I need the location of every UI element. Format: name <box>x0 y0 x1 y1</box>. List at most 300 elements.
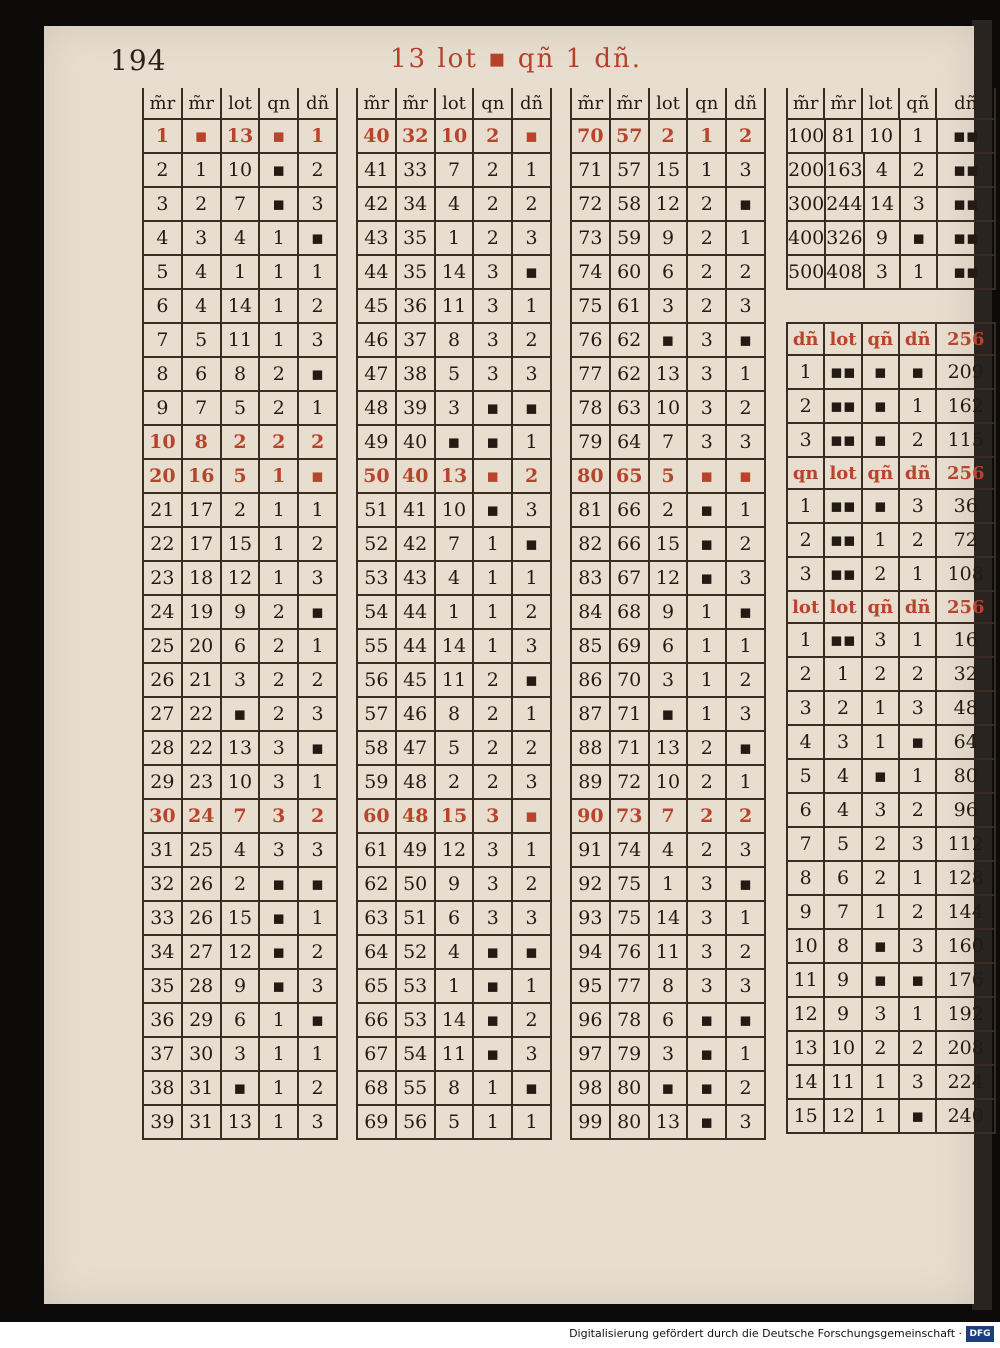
table-cell: 4 <box>222 222 261 254</box>
table-cell: dñ <box>788 324 825 354</box>
table-cell: 3 <box>900 1066 937 1098</box>
table-cell: 300 <box>788 188 826 220</box>
table-cell: 10 <box>436 494 475 526</box>
table-cell: 20 <box>144 460 183 492</box>
col4-row <box>786 760 996 794</box>
table-row <box>356 290 552 324</box>
table-cell: 44 <box>358 256 397 288</box>
table-cell: 2 <box>900 658 937 690</box>
footer-bar <box>0 1322 1000 1348</box>
table-cell: 49 <box>397 834 436 866</box>
table-cell: 5 <box>436 358 475 390</box>
table-cell: ▪ <box>863 964 900 996</box>
table-cell: 82 <box>572 528 611 560</box>
table-cell: 55 <box>397 1072 436 1104</box>
table-cell: 1 <box>727 222 766 254</box>
table-cell: 15 <box>650 528 689 560</box>
table-cell: 2 <box>863 558 900 590</box>
table-cell: 15 <box>222 528 261 560</box>
table-cell: 4 <box>144 222 183 254</box>
table-row <box>570 222 766 256</box>
table-cell: 1 <box>688 120 727 152</box>
table-cell: ▪▪ <box>825 356 862 388</box>
table-cell: 3 <box>727 426 766 458</box>
table-cell: 37 <box>397 324 436 356</box>
table-cell: 13 <box>650 732 689 764</box>
table-row <box>356 494 552 528</box>
footer-credit: Digitalisierung gefördert durch die Deutsche Forschungsgemeinschaft · <box>569 1327 962 1340</box>
table-row <box>142 392 338 426</box>
table-cell: 1 <box>727 630 766 662</box>
table-cell: lot <box>650 88 689 118</box>
table-row <box>570 732 766 766</box>
table-cell: 3 <box>513 494 552 526</box>
table-cell: ▪ <box>260 902 299 934</box>
table-cell: 163 <box>826 154 864 186</box>
table-row <box>356 256 552 290</box>
table-cell: 9 <box>436 868 475 900</box>
table-cell: ▪ <box>688 494 727 526</box>
table-cell: 30 <box>144 800 183 832</box>
table-cell: 7 <box>144 324 183 356</box>
table-cell: 35 <box>144 970 183 1002</box>
table-cell: 79 <box>611 1038 650 1070</box>
col4-row <box>786 1066 996 1100</box>
col4-section-header <box>786 592 996 624</box>
table-cell: 5 <box>825 828 862 860</box>
table-cell: 21 <box>144 494 183 526</box>
table-cell: 128 <box>937 862 996 894</box>
table-cell: 3 <box>436 392 475 424</box>
table-cell: 2 <box>688 222 727 254</box>
table-cell: 64 <box>611 426 650 458</box>
table-cell: 7 <box>222 188 261 220</box>
table-cell: 3 <box>513 1038 552 1070</box>
table-cell: ▪ <box>260 120 299 152</box>
table-cell: 2 <box>900 524 937 556</box>
table-cell: 2 <box>863 658 900 690</box>
table-cell: 53 <box>358 562 397 594</box>
table-row <box>142 732 338 766</box>
table-cell: 6 <box>650 630 689 662</box>
table-cell: 2 <box>513 1004 552 1036</box>
table-cell: 36 <box>937 490 996 522</box>
table-cell: ▪ <box>727 324 766 356</box>
table-row <box>570 460 766 494</box>
table-cell: 2 <box>513 324 552 356</box>
table-cell: 65 <box>358 970 397 1002</box>
table-cell: 3 <box>650 664 689 696</box>
table-cell: 3 <box>688 426 727 458</box>
col4-hundreds-row <box>786 256 996 290</box>
table-cell: ▪▪ <box>825 390 862 422</box>
table-cell: 200 <box>788 154 826 186</box>
table-cell: 70 <box>611 664 650 696</box>
table-cell: 51 <box>397 902 436 934</box>
table-row <box>142 120 338 154</box>
table-cell: 55 <box>358 630 397 662</box>
table-cell: 2 <box>474 222 513 254</box>
table-cell: 1 <box>825 658 862 690</box>
table-cell: 176 <box>937 964 996 996</box>
table-cell: 1 <box>299 766 338 798</box>
table-cell: 14 <box>436 1004 475 1036</box>
table-row <box>570 1072 766 1106</box>
table-cell: 4 <box>436 562 475 594</box>
table-cell: 3 <box>299 970 338 1002</box>
table-cell: dñ <box>900 592 937 622</box>
table-row <box>570 1004 766 1038</box>
table-row <box>142 562 338 596</box>
table-cell: 5 <box>436 732 475 764</box>
table-cell: 1 <box>299 256 338 288</box>
table-cell: 60 <box>611 256 650 288</box>
table-row <box>570 664 766 698</box>
table-cell: 244 <box>826 188 864 220</box>
table-cell: 408 <box>826 256 864 288</box>
table-row <box>356 596 552 630</box>
table-cell: 2 <box>727 936 766 968</box>
table-row <box>570 120 766 154</box>
table-cell: 2 <box>299 936 338 968</box>
table-cell: 66 <box>611 528 650 560</box>
table-cell: 1 <box>260 1038 299 1070</box>
table-cell: 36 <box>397 290 436 322</box>
table-cell: ▪ <box>436 426 475 458</box>
table-cell: 2 <box>474 154 513 186</box>
table-row <box>142 1106 338 1140</box>
table-cell: 46 <box>358 324 397 356</box>
table-cell: 5 <box>222 392 261 424</box>
table-row <box>356 902 552 936</box>
table-cell: 13 <box>222 1106 261 1138</box>
table-cell: ▪ <box>474 494 513 526</box>
table-cell: ▪▪ <box>825 490 862 522</box>
table-cell: qn <box>260 88 299 118</box>
table-cell: ▪ <box>299 222 338 254</box>
table-row <box>570 358 766 392</box>
table-cell: 31 <box>183 1072 222 1104</box>
table-cell: ▪ <box>863 760 900 792</box>
table-cell: 2 <box>513 732 552 764</box>
table-cell: 5 <box>144 256 183 288</box>
table-cell: 3 <box>299 698 338 730</box>
table-cell: 49 <box>358 426 397 458</box>
table-row <box>356 698 552 732</box>
table-cell: 87 <box>572 698 611 730</box>
col4-row <box>786 828 996 862</box>
table-cell: 57 <box>611 154 650 186</box>
table-header-row <box>356 88 552 120</box>
table-cell: 57 <box>611 120 650 152</box>
table-cell: 53 <box>397 970 436 1002</box>
table-cell: ▪ <box>474 1004 513 1036</box>
table-cell: 1 <box>260 256 299 288</box>
table-cell: ▪ <box>299 596 338 628</box>
table-row <box>356 460 552 494</box>
table-cell: 4 <box>650 834 689 866</box>
table-cell: 33 <box>397 154 436 186</box>
table-cell: qñ <box>863 592 900 622</box>
table-column-4 <box>786 88 996 1134</box>
table-cell: 400 <box>788 222 826 254</box>
table-cell: 2 <box>299 426 338 458</box>
table-cell: 41 <box>397 494 436 526</box>
table-cell: 56 <box>397 1106 436 1138</box>
table-cell: 1 <box>260 460 299 492</box>
table-cell: 75 <box>611 868 650 900</box>
table-cell: ▪ <box>299 1004 338 1036</box>
table-cell: 81 <box>572 494 611 526</box>
table-cell: 2 <box>260 426 299 458</box>
table-cell: ▪ <box>863 390 900 422</box>
table-row <box>142 868 338 902</box>
table-cell: 2 <box>299 800 338 832</box>
table-cell: 1 <box>688 698 727 730</box>
table-cell: 42 <box>397 528 436 560</box>
table-cell: 1 <box>183 154 222 186</box>
table-cell: 1 <box>727 1038 766 1070</box>
table-cell: dñ <box>900 458 937 488</box>
table-row <box>570 936 766 970</box>
table-cell: 67 <box>358 1038 397 1070</box>
table-cell: 24 <box>144 596 183 628</box>
table-cell: 47 <box>358 358 397 390</box>
table-cell: 3 <box>299 188 338 220</box>
table-cell: 12 <box>436 834 475 866</box>
table-cell: 91 <box>572 834 611 866</box>
table-cell: 1 <box>513 1106 552 1138</box>
table-cell: 11 <box>825 1066 862 1098</box>
table-cell: 6 <box>650 256 689 288</box>
table-cell: 1 <box>900 760 937 792</box>
col4-row <box>786 896 996 930</box>
table-cell: 11 <box>650 936 689 968</box>
table-row <box>142 528 338 562</box>
table-cell: 11 <box>788 964 825 996</box>
table-cell: 3 <box>688 868 727 900</box>
table-cell: 10 <box>222 154 261 186</box>
table-row <box>356 834 552 868</box>
table-cell: 2 <box>299 664 338 696</box>
table-cell: 13 <box>436 460 475 492</box>
table-cell: 3 <box>474 800 513 832</box>
table-cell: 56 <box>358 664 397 696</box>
table-cell: 36 <box>144 1004 183 1036</box>
table-cell: 3 <box>727 154 766 186</box>
table-cell: ▪ <box>260 936 299 968</box>
table-cell: 1 <box>299 902 338 934</box>
table-cell: 83 <box>572 562 611 594</box>
table-cell: 77 <box>611 970 650 1002</box>
table-cell: ▪ <box>650 324 689 356</box>
table-row <box>356 120 552 154</box>
table-row <box>142 630 338 664</box>
table-row <box>142 154 338 188</box>
table-cell: 6 <box>222 630 261 662</box>
table-cell: 1 <box>788 356 825 388</box>
table-cell: 1 <box>688 596 727 628</box>
table-cell: 3 <box>788 558 825 590</box>
table-cell: 93 <box>572 902 611 934</box>
table-cell: 3 <box>900 930 937 962</box>
table-cell: 13 <box>788 1032 825 1064</box>
table-cell: 1 <box>650 868 689 900</box>
table-cell: ▪ <box>650 1072 689 1104</box>
table-cell: 1 <box>260 1072 299 1104</box>
table-cell: 2 <box>900 896 937 928</box>
table-cell: 6 <box>183 358 222 390</box>
table-cell: 2 <box>727 664 766 696</box>
table-cell: qn <box>788 458 825 488</box>
table-cell: lot <box>825 324 862 354</box>
table-cell: ▪ <box>474 936 513 968</box>
table-cell: 2 <box>863 862 900 894</box>
table-cell: 209 <box>937 356 996 388</box>
table-cell: 23 <box>183 766 222 798</box>
table-cell: 3 <box>863 624 900 656</box>
table-cell: 17 <box>183 494 222 526</box>
table-cell: ▪▪ <box>825 558 862 590</box>
table-cell: 3 <box>900 828 937 860</box>
table-cell: 26 <box>183 902 222 934</box>
table-cell: ▪ <box>688 1004 727 1036</box>
table-cell: 16 <box>183 460 222 492</box>
table-row <box>142 1004 338 1038</box>
col4-hundreds-row <box>786 188 996 222</box>
table-cell: ▪ <box>688 1072 727 1104</box>
table-cell: ▪ <box>727 1004 766 1036</box>
table-cell: 2 <box>513 188 552 220</box>
table-cell: dñ <box>937 88 996 118</box>
table-cell: 3 <box>260 800 299 832</box>
table-cell: 92 <box>572 868 611 900</box>
table-cell: 3 <box>727 834 766 866</box>
table-cell: 1 <box>863 726 900 758</box>
table-row <box>142 902 338 936</box>
table-cell: 62 <box>358 868 397 900</box>
table-cell: 13 <box>222 732 261 764</box>
table-cell: 21 <box>183 664 222 696</box>
table-row <box>570 766 766 800</box>
table-cell: 2 <box>183 188 222 220</box>
table-cell: 4 <box>825 760 862 792</box>
table-cell: 3 <box>299 1106 338 1138</box>
table-cell: dñ <box>513 88 552 118</box>
table-cell: 1 <box>788 624 825 656</box>
table-cell: 63 <box>611 392 650 424</box>
table-cell: ▪ <box>727 732 766 764</box>
table-cell: 208 <box>937 1032 996 1064</box>
table-cell: lot <box>863 88 900 118</box>
table-cell: 45 <box>397 664 436 696</box>
table-cell: 2 <box>260 630 299 662</box>
table-cell: 26 <box>183 868 222 900</box>
table-cell: 4 <box>865 154 902 186</box>
table-cell: 3 <box>688 358 727 390</box>
table-row <box>356 154 552 188</box>
table-cell: 3 <box>222 664 261 696</box>
table-row <box>356 222 552 256</box>
col4-row <box>786 998 996 1032</box>
table-cell: 2 <box>474 188 513 220</box>
table-cell: 14 <box>788 1066 825 1098</box>
table-cell: ▪▪ <box>825 524 862 556</box>
table-cell: dñ <box>900 324 937 354</box>
table-row <box>142 664 338 698</box>
table-cell: 6 <box>436 902 475 934</box>
table-row <box>142 494 338 528</box>
table-cell: 1 <box>727 494 766 526</box>
table-cell: ▪ <box>513 936 552 968</box>
table-cell: 2 <box>900 794 937 826</box>
table-cell: 3 <box>513 222 552 254</box>
table-cell: 97 <box>572 1038 611 1070</box>
table-cell: 10 <box>863 120 900 152</box>
table-cell: 20 <box>183 630 222 662</box>
table-cell: 35 <box>397 222 436 254</box>
table-cell: 38 <box>397 358 436 390</box>
table-row <box>142 698 338 732</box>
table-cell: 2 <box>900 424 937 456</box>
table-cell: 1 <box>727 358 766 390</box>
table-cell: 8 <box>222 358 261 390</box>
table-cell: m̃r <box>358 88 397 118</box>
table-cell: 3 <box>299 834 338 866</box>
table-cell: 77 <box>572 358 611 390</box>
table-cell: 1 <box>788 490 825 522</box>
table-cell: dñ <box>727 88 766 118</box>
col4-hundreds-row <box>786 120 996 154</box>
table-cell: ▪ <box>299 460 338 492</box>
table-cell: 4 <box>436 936 475 968</box>
table-row <box>356 936 552 970</box>
table-row <box>570 596 766 630</box>
table-row <box>356 766 552 800</box>
table-cell: 2 <box>260 596 299 628</box>
table-cell: ▪ <box>474 460 513 492</box>
table-cell: 89 <box>572 766 611 798</box>
table-cell: m̃r <box>144 88 183 118</box>
table-cell: 2 <box>688 290 727 322</box>
table-cell: ▪ <box>688 528 727 560</box>
table-row <box>570 868 766 902</box>
table-cell: 6 <box>222 1004 261 1036</box>
table-cell: 66 <box>611 494 650 526</box>
table-cell: 2 <box>436 766 475 798</box>
table-cell: 1 <box>513 970 552 1002</box>
table-cell: 14 <box>436 256 475 288</box>
table-cell: ▪ <box>863 424 900 456</box>
table-cell: 54 <box>358 596 397 628</box>
table-row <box>356 188 552 222</box>
table-row <box>570 562 766 596</box>
table-row <box>142 426 338 460</box>
table-cell: 1 <box>222 256 261 288</box>
table-cell: 1 <box>513 290 552 322</box>
table-cell: 3 <box>299 324 338 356</box>
table-cell: 2 <box>222 868 261 900</box>
table-cell: 2 <box>474 664 513 696</box>
table-cell: 22 <box>144 528 183 560</box>
table-cell: 2 <box>222 494 261 526</box>
table-cell: ▪ <box>513 800 552 832</box>
table-cell: 1 <box>900 558 937 590</box>
table-cell: 2 <box>825 692 862 724</box>
table-cell: ▪ <box>863 930 900 962</box>
table-row <box>142 290 338 324</box>
table-cell: 256 <box>937 458 996 488</box>
